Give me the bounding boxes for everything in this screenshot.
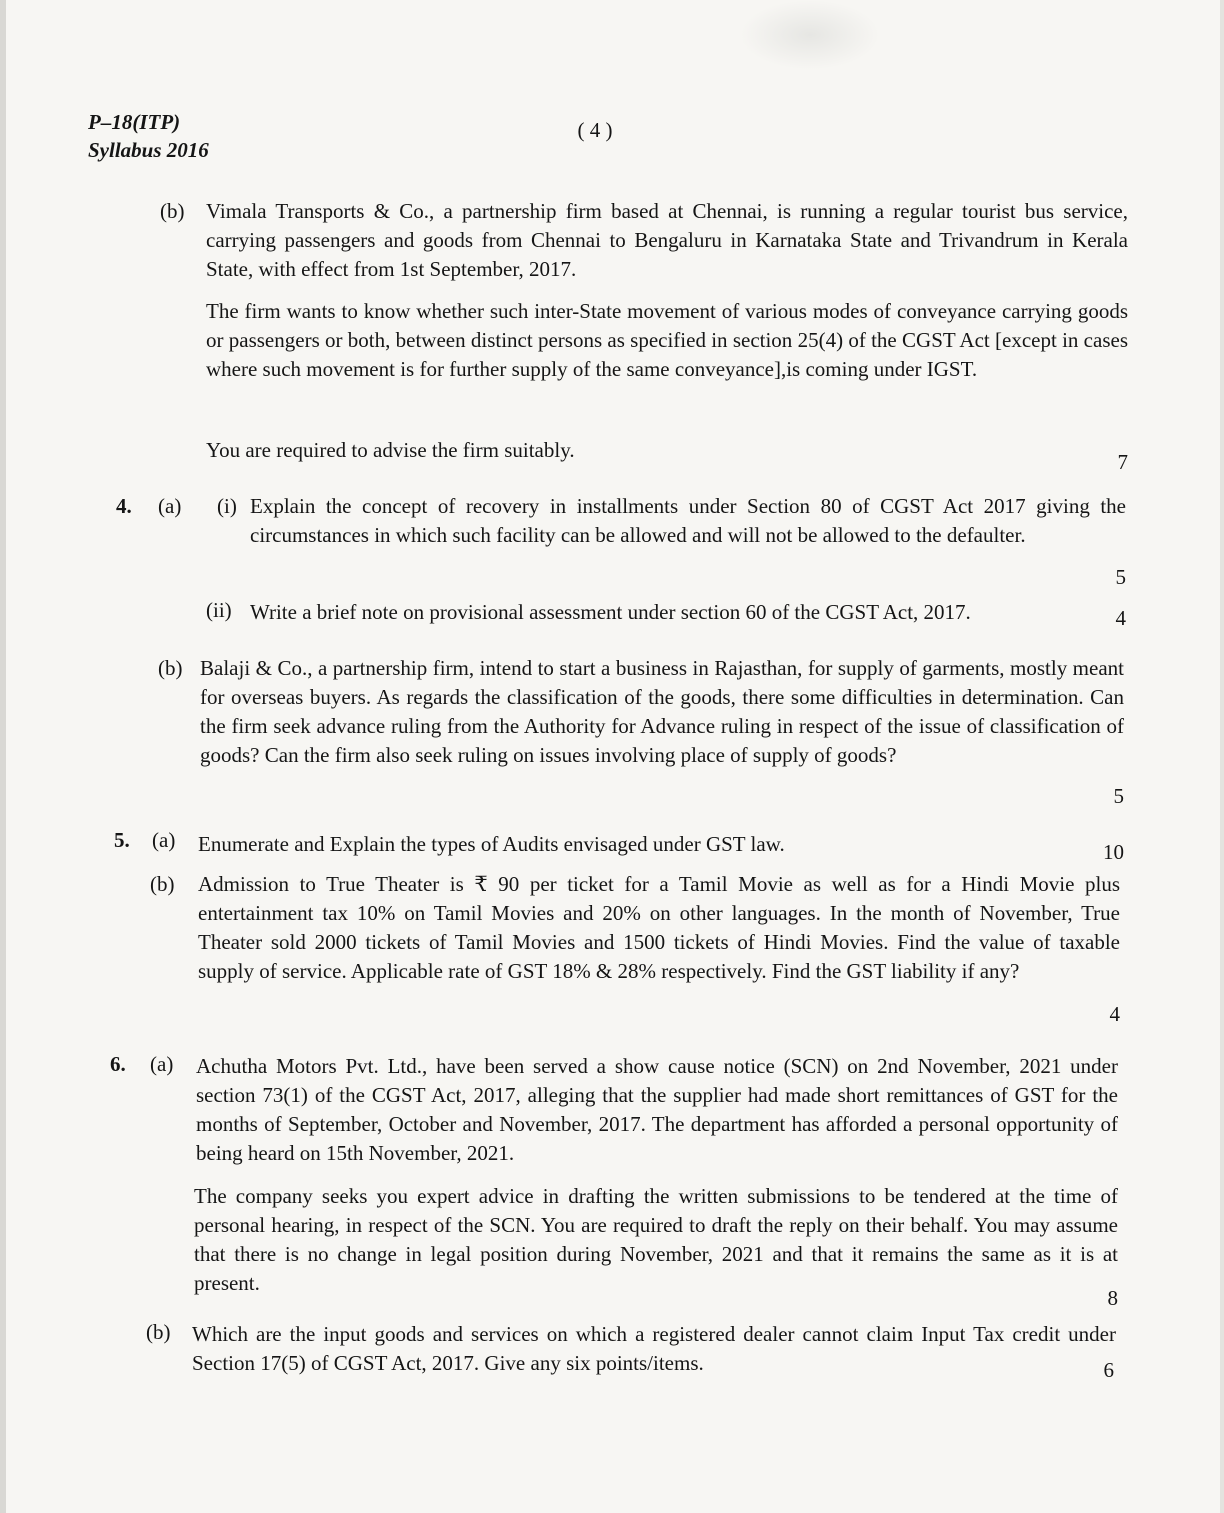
q3b-marks: 7 <box>1117 450 1128 474</box>
q4aii-text: Write a brief note on provisional assessment under section 60 of the CGST Act, 2017. <box>250 600 971 624</box>
q6-number: 6. <box>110 1052 126 1076</box>
q5-number: 5. <box>114 828 130 852</box>
q4ai-marks: 5 <box>1115 565 1126 589</box>
q4b-text: Balaji & Co., a partnership firm, intend to start a business in Rajasthan, for supply of garments, mostly meant for overseas buyers. As regards the classification of the goods, there some difficulties in determination. Can the firm seek advance ruling from the Authority for Advance ruling in respect of the issue of classification of goods? Can the firm also seek ruling on issues involving place of supply of goods? <box>200 656 1124 767</box>
q4b-marks: 5 <box>1113 784 1124 808</box>
q6a-para2: The company seeks you expert advice in drafting the written submissions to be tendered at the time of personal hearing, in respect of the SCN. You are required to draft the reply on their behalf. You may assume that there is no change in legal position during November, 2021 and that it remains the same as it is at present. <box>194 1184 1118 1295</box>
scan-smudge <box>740 0 880 70</box>
q4a-label: (a) <box>158 494 182 518</box>
q6a-marks: 8 <box>1107 1286 1118 1310</box>
q5a-text: Enumerate and Explain the types of Audits envisaged under GST law. <box>198 832 785 856</box>
page-number: ( 4 ) <box>577 118 613 142</box>
q6a-label: (a) <box>150 1052 174 1076</box>
q3b-para3-text: You are required to advise the firm suitably. <box>206 438 575 462</box>
q4ai-label: (i) <box>217 494 237 518</box>
q5a-label: (a) <box>152 828 176 852</box>
q3b-para1: Vimala Transports & Co., a partnership firm based at Chennai, is running a regular tourist bus service, carrying passengers and goods from Chennai to Bengaluru in Karnataka State and Trivandrum in Kerala State, with effect from 1st September, 2017. <box>206 199 1128 281</box>
q5b-text: Admission to True Theater is ₹ 90 per ticket for a Tamil Movie as well as for a Hindi Movie plus entertainment tax 10% on Tamil Movies and 20% on other languages. In the month of November, True Theater sold 2000 tickets of Tamil Movies and 1500 tickets of Hindi Movies. Find the value of taxable supply of service. Applicable rate of GST 18% & 28% respectively. Find the GST liability if any? <box>198 872 1120 983</box>
q6b-label: (b) <box>146 1320 171 1344</box>
q3b-para3 <box>206 436 1128 474</box>
scan-edge-left <box>0 0 6 1513</box>
scan-edge-right <box>1220 0 1224 1513</box>
paper-code: P–18(ITP) <box>88 110 181 134</box>
q6b-marks: 6 <box>1103 1358 1114 1382</box>
q5b-label: (b) <box>150 872 175 896</box>
q6b-text: Which are the input goods and services on which a registered dealer cannot claim Input Tax credit under Section 17(5) of CGST Act, 2017. Give any six points/items. <box>192 1322 1116 1375</box>
q5b-marks: 4 <box>1109 1002 1120 1026</box>
q6a-para1: Achutha Motors Pvt. Ltd., have been served a show cause notice (SCN) on 2nd November, 2021 under section 73(1) of the CGST Act, 2017, alleging that the supplier had made short remittances of GST for the months of September, October and November, 2017. The department has afforded a personal opportunity of being heard on 15th November, 2021. <box>196 1054 1118 1165</box>
q3b-label: (b) <box>160 199 185 223</box>
q4aii-label: (ii) <box>206 598 232 622</box>
q5a-marks: 10 <box>1103 840 1124 864</box>
q4-number: 4. <box>116 494 132 518</box>
q4aii-marks: 4 <box>1115 606 1126 630</box>
q4b-label: (b) <box>158 656 183 680</box>
syllabus-label: Syllabus 2016 <box>88 138 209 162</box>
q4ai-text: Explain the concept of recovery in installments under Section 80 of CGST Act 2017 giving the circumstances in which such facility can be allowed and will not be allowed to the defaulter. <box>250 494 1126 547</box>
q3b-para2: The firm wants to know whether such inter-State movement of various modes of conveyance carrying goods or passengers or both, between distinct persons as specified in section 25(4) of the CGST Act [except in cases where such movement is for further supply of the same conveyance],is coming under IGST. <box>206 299 1128 381</box>
